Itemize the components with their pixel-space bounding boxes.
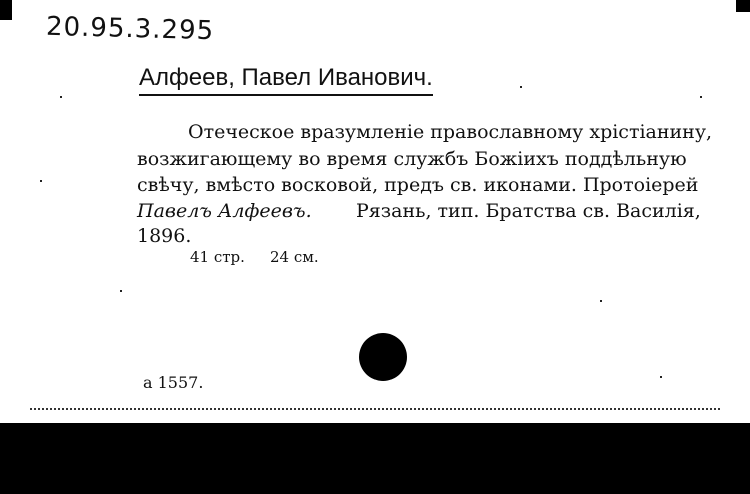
speck xyxy=(60,96,62,98)
author-heading: Алфеев, Павел Иванович. xyxy=(139,64,433,96)
speck xyxy=(520,86,522,88)
title-line-1: Отеческое вразумленіе православному хрістіанину, xyxy=(188,121,713,143)
scan-edge xyxy=(0,0,12,20)
imprint-year: 1896. xyxy=(137,225,192,247)
shelfmark: а 1557. xyxy=(143,373,204,392)
title-line-3: свѣчу, вмѣсто восковой, предъ св. иконами. Протоіерей xyxy=(137,174,699,196)
handwritten-number: 20.95.3.295 xyxy=(45,11,215,47)
speck xyxy=(120,290,122,292)
speck xyxy=(40,180,42,182)
speck xyxy=(700,96,702,98)
title-line-4-author: Павелъ Алфеевъ. xyxy=(137,200,312,222)
page-count: 41 стр. xyxy=(190,248,245,266)
scan-corner xyxy=(736,0,750,12)
punch-hole xyxy=(359,333,407,381)
bottom-speckles xyxy=(30,404,720,410)
speck xyxy=(660,376,662,378)
title-line-4-imprint: Рязань, тип. Братства св. Василія, xyxy=(356,200,701,222)
speck xyxy=(600,300,602,302)
book-size: 24 см. xyxy=(270,248,319,266)
title-line-2: возжигающему во время службъ Божіихъ поддѣльную xyxy=(137,148,687,170)
